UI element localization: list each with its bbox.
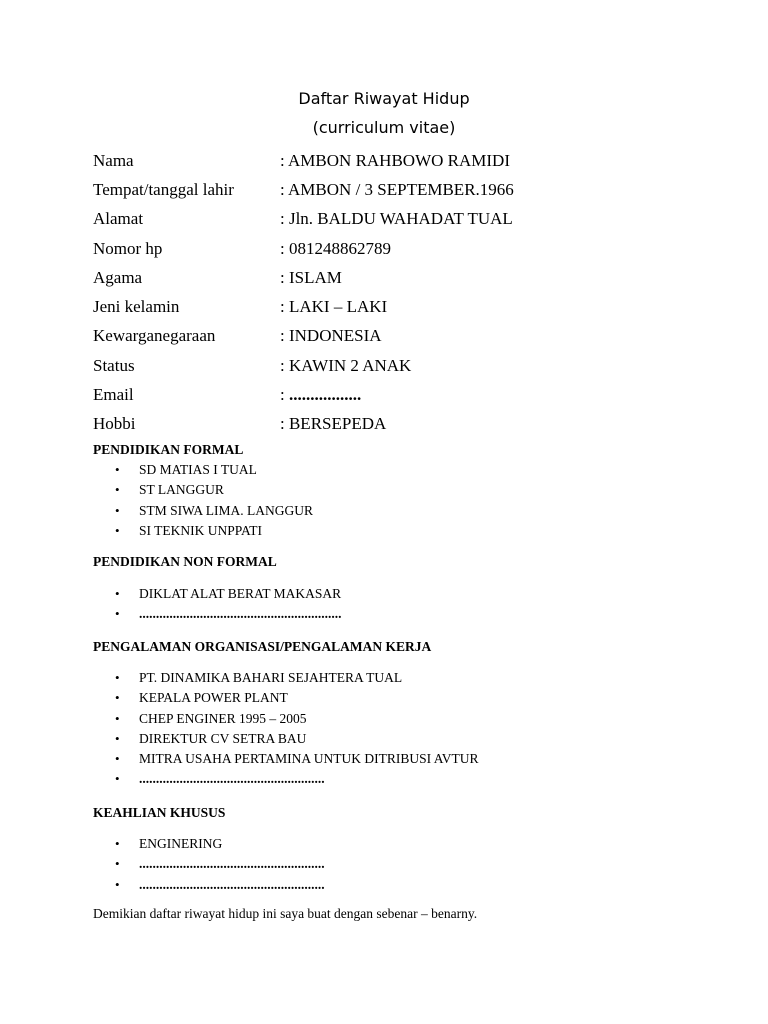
bullet-icon: • <box>115 856 120 872</box>
list-item-text: DIKLAT ALAT BERAT MAKASAR <box>139 586 342 601</box>
biodata-label: Jeni kelamin <box>93 297 180 317</box>
list-item-text: PT. DINAMIKA BAHARI SEJAHTERA TUAL <box>139 670 403 685</box>
bullet-list <box>93 668 713 790</box>
biodata-label: Alamat <box>93 209 144 229</box>
list-item <box>93 834 713 854</box>
list-item <box>93 749 713 769</box>
list-item <box>93 604 713 624</box>
biodata-row-status <box>93 351 693 380</box>
list-item-text: STM SIWA LIMA. LANGGUR <box>139 502 314 518</box>
biodata-value: : ISLAM <box>280 267 342 287</box>
bullet-icon: • <box>115 462 120 477</box>
bullet-icon: • <box>115 771 120 787</box>
biodata-value: : LAKI – LAKI <box>280 297 388 317</box>
bullet-icon: • <box>115 710 120 726</box>
list-item-text: SI TEKNIK UNPPATI <box>139 522 263 538</box>
biodata-row-jenis-kelamin <box>93 292 693 321</box>
biodata-table <box>93 146 693 439</box>
bullet-list <box>93 460 713 541</box>
biodata-row-agama <box>93 263 693 292</box>
list-item <box>93 875 713 895</box>
bullet-icon: • <box>115 606 120 622</box>
biodata-label: Nama <box>93 150 134 170</box>
bullet-icon: • <box>115 836 120 851</box>
list-item <box>93 521 713 541</box>
section-heading: PENDIDIKAN NON FORMAL <box>93 554 277 569</box>
placeholder-dots: ....................................................... <box>139 856 325 872</box>
section-pendidikan-formal <box>93 440 713 541</box>
list-item-text: ENGINERING <box>139 836 223 851</box>
document-subtitle: (curriculum vitae) <box>312 118 456 137</box>
biodata-value: : AMBON / 3 SEPTEMBER.1966 <box>280 179 514 199</box>
biodata-row-kewarganegaraan <box>93 322 693 351</box>
bullet-icon: • <box>115 522 120 538</box>
biodata-label: Status <box>93 355 135 375</box>
list-item <box>93 688 713 708</box>
biodata-value <box>280 385 361 405</box>
placeholder-dots: ....................................................... <box>139 771 325 787</box>
list-item <box>93 854 713 874</box>
list-item <box>93 709 713 729</box>
list-item-text: DIREKTUR CV SETRA BAU <box>139 730 307 746</box>
document-title: Daftar Riwayat Hidup <box>298 89 470 108</box>
biodata-value: : BERSEPEDA <box>280 414 387 434</box>
list-item-text: SD MATIAS I TUAL <box>139 462 257 477</box>
section-heading: PENDIDIKAN FORMAL <box>93 442 244 457</box>
email-placeholder-dots: ................. <box>288 385 362 405</box>
biodata-value: : KAWIN 2 ANAK <box>280 355 412 375</box>
biodata-row-nomor-hp <box>93 234 693 263</box>
bullet-icon: • <box>115 876 120 892</box>
bullet-list <box>93 584 713 625</box>
biodata-label: Tempat/tanggal lahir <box>93 179 234 199</box>
bullet-icon: • <box>115 482 120 498</box>
biodata-label: Kewarganegaraan <box>93 326 216 346</box>
list-item <box>93 584 713 604</box>
list-item-text: KEPALA POWER PLANT <box>139 690 288 706</box>
bullet-icon: • <box>115 730 120 746</box>
biodata-value: : 081248862789 <box>280 238 391 258</box>
list-item <box>93 769 713 789</box>
list-item-text: MITRA USAHA PERTAMINA UNTUK DITRIBUSI AVTUR <box>139 751 479 767</box>
bullet-icon: • <box>115 751 120 767</box>
biodata-label: Nomor hp <box>93 238 163 258</box>
biodata-row-tempat-tanggal-lahir <box>93 175 693 204</box>
biodata-row-alamat <box>93 205 693 234</box>
bullet-icon: • <box>115 586 120 601</box>
bullet-icon: • <box>115 670 120 685</box>
list-item-text: CHEP ENGINER 1995 – 2005 <box>139 710 307 726</box>
bullet-icon: • <box>115 502 120 518</box>
list-item <box>93 729 713 749</box>
list-item <box>93 501 713 521</box>
bullet-icon: • <box>115 690 120 706</box>
biodata-label: Agama <box>93 267 143 287</box>
list-item <box>93 480 713 500</box>
biodata-value: : INDONESIA <box>280 326 382 346</box>
section-pendidikan-non-formal <box>93 552 713 625</box>
section-heading: KEAHLIAN KHUSUS <box>93 805 226 820</box>
list-item <box>93 668 713 688</box>
list-item-text: ST LANGGUR <box>139 482 224 498</box>
section-pengalaman <box>93 637 713 790</box>
biodata-label: Hobbi <box>93 414 136 434</box>
biodata-row-hobbi <box>93 410 693 439</box>
closing-statement: Demikian daftar riwayat hidup ini saya buat dengan sebenar – benarny. <box>93 906 478 921</box>
section-heading: PENGALAMAN ORGANISASI/PENGALAMAN KERJA <box>93 639 432 654</box>
placeholder-dots: ....................................................... <box>139 876 325 892</box>
placeholder-dots: ............................................................ <box>139 606 342 622</box>
email-prefix: : <box>280 385 289 405</box>
biodata-row-nama <box>93 146 693 175</box>
biodata-value: : Jln. BALDU WAHADAT TUAL <box>280 209 513 229</box>
biodata-label: Email <box>93 385 134 405</box>
biodata-value: : AMBON RAHBOWO RAMIDI <box>280 150 510 170</box>
section-keahlian-khusus <box>93 803 713 895</box>
biodata-row-email <box>93 380 693 409</box>
bullet-list <box>93 834 713 895</box>
list-item <box>93 460 713 480</box>
